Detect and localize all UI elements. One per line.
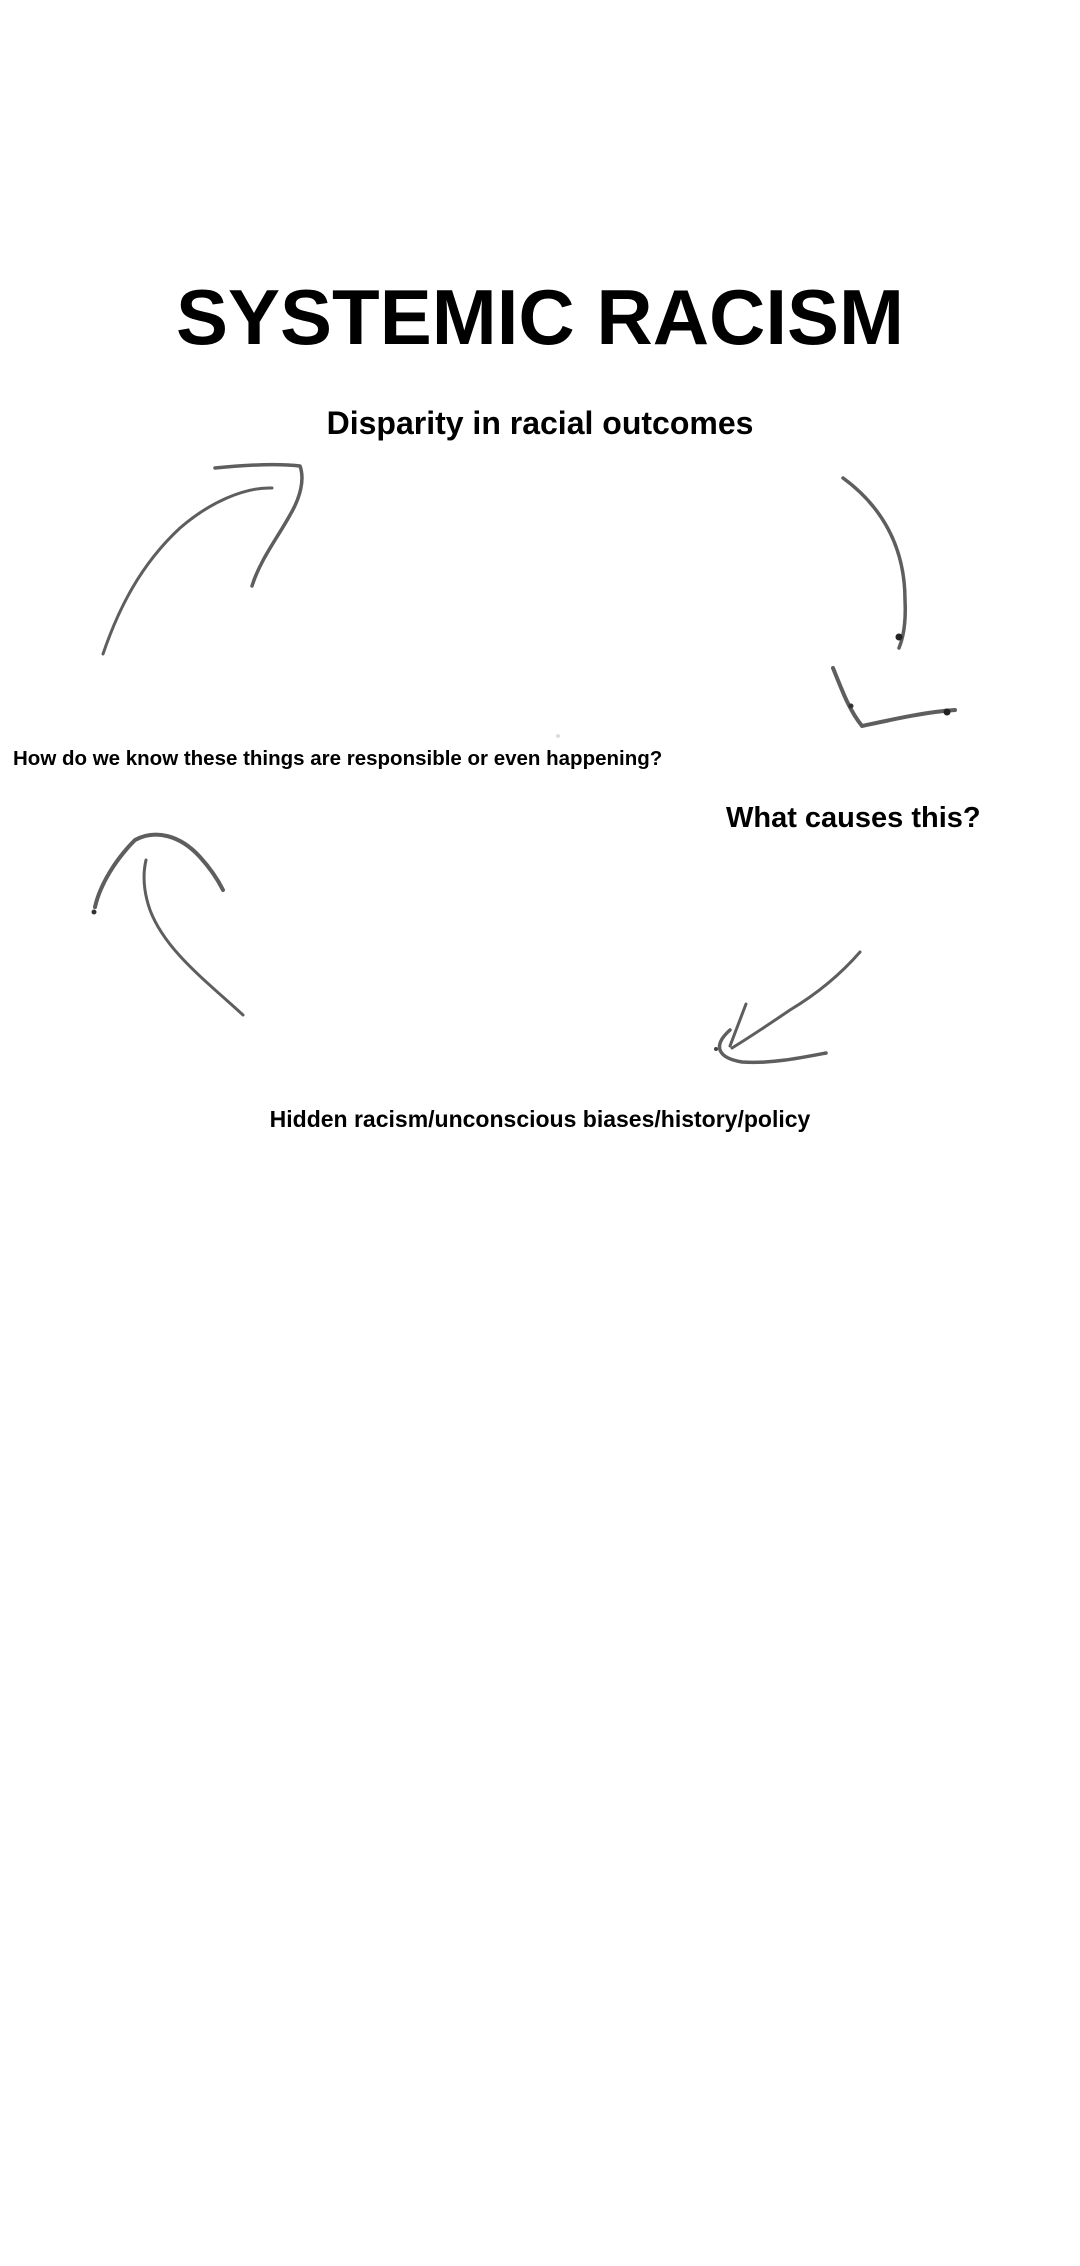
arrow-bottom-to-left [92,835,244,1015]
node-how-do-we-know: How do we know these things are responsible or even happening? [13,747,663,770]
diagram-title: SYSTEMIC RACISM [175,273,905,361]
node-disparity: Disparity in racial outcomes [326,405,754,441]
node-causes: What causes this? [726,802,981,834]
arrow-left-to-top [103,465,302,654]
arrow-right-to-bottom [714,952,860,1062]
stray-dot [556,734,560,738]
node-hidden-racism: Hidden racism/unconscious biases/history/policy [269,1106,811,1132]
arrow-top-to-right [833,478,955,726]
